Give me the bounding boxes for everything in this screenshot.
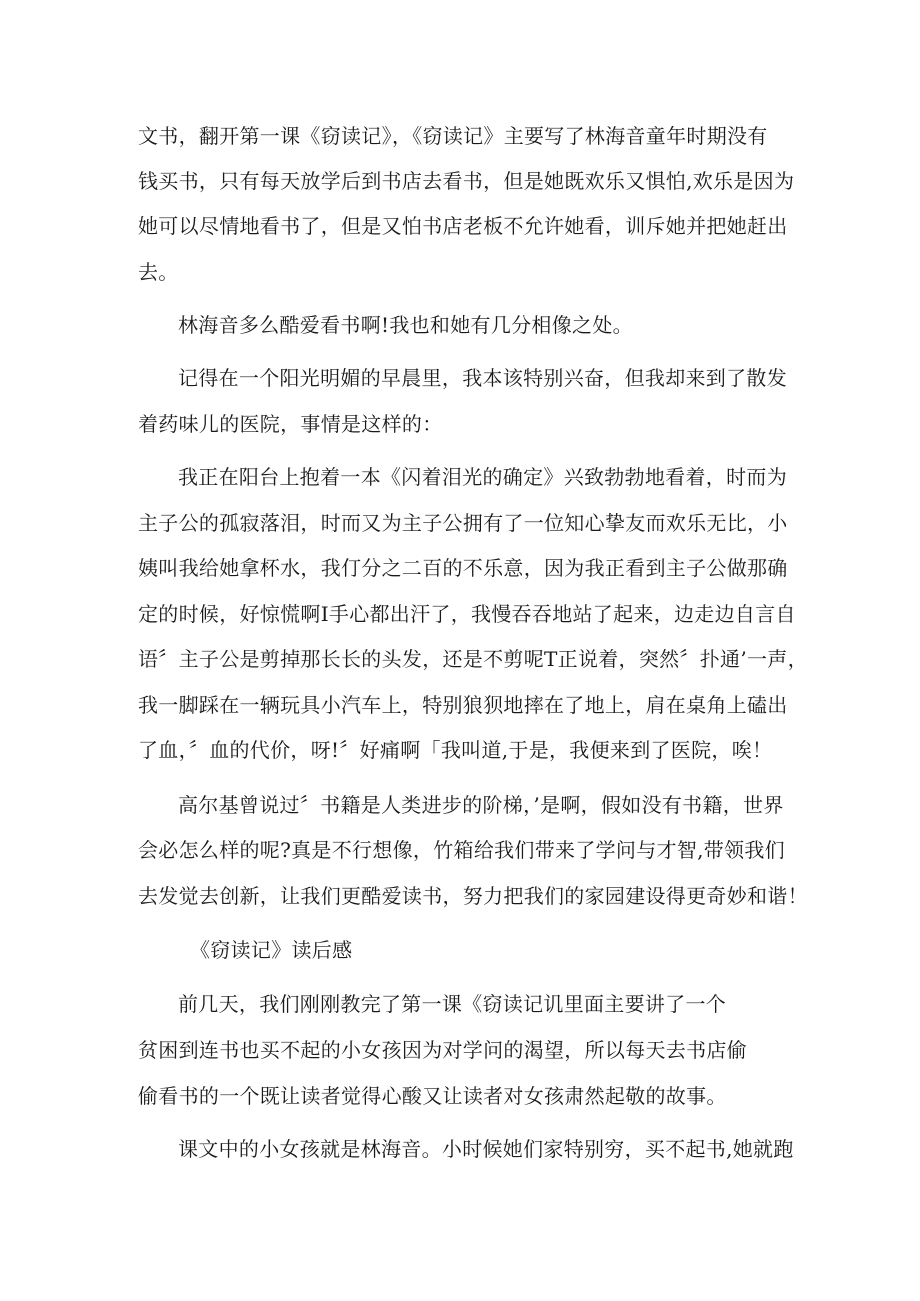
text-line: 文书，翻开第一课《窃读记》，《窃读记》主要写了林海音童年时期没有 <box>138 124 768 148</box>
paragraph-start-line: 我正在阳台上抱着一本《闪着泪光的确定》兴致勃勃地看着，时而为 <box>178 465 787 489</box>
text-line: 去发觉去创新，让我们更酷爱读书，努力把我们的家园建设得更奇妙和谐！ <box>138 884 808 908</box>
text-line: 定的时候，好惊慌啊I手心都出汗了，我慢吞吞地站了起来，边走边自言自 <box>138 602 796 626</box>
paragraph-start-line: 前几天，我们刚刚教完了第一课《窃读记讥里面主要讲了一个 <box>178 992 727 1016</box>
text-line: 偷看书的一个既让读者觉得心酸又让读者对女孩肃然起敬的故事。 <box>138 1084 727 1108</box>
text-line: 会必怎么样的呢?真是不行想像，竹箱给我们带来了学问与才智,带领我们 <box>138 838 785 862</box>
text-line: 她可以尽情地看书了，但是又怕书店老板不允许她看，训斥她并把她赶出 <box>138 214 788 238</box>
text-line: 去。 <box>138 260 179 284</box>
text-line: 姨叫我给她拿杯水，我仃分之二百的不乐意，因为我正看到主子公做那确 <box>138 556 788 580</box>
paragraph-start-line: 记得在一个阳光明媚的早晨里，我本该特别兴奋，但我却来到了散发 <box>178 366 787 390</box>
text-line: 了血，〞血的代价，呀!〞好痛啊「我叫道,于是，我便来到了医院，唉！ <box>138 738 773 762</box>
text-line: 贫困到连书也买不起的小女孩因为对学问的渴望，所以每天去书店偷 <box>138 1038 747 1062</box>
section-title: 《窃读记》读后感 <box>190 938 353 962</box>
text-line: 语〞主子公是剪掉那长长的头发，还是不剪呢T正说着，突然〞扑通’一声， <box>138 647 808 671</box>
text-line: 主子公的孤寂落泪，时而又为主子公拥有了一位知心挚友而欢乐无比，小 <box>138 511 788 535</box>
text-line: 我一脚踩在一辆玩具小汽车上，特别狼狈地摔在了地上，肩在桌角上磕出 <box>138 693 788 717</box>
paragraph-start-line: 林海音多么酷爱看书啊!我也和她有几分相像之处。 <box>178 313 633 337</box>
paragraph-start-line: 高尔基曾说过〞书籍是人类进步的阶梯，’是啊，假如没有书籍，世界 <box>178 793 784 817</box>
text-line: 钱买书，只有每天放学后到书店去看书，但是她既欢乐又惧怕,欢乐是因为 <box>138 169 795 193</box>
paragraph-start-line: 课文中的小女孩就是林海音。小时候她们家特别穷，买不起书,她就跑 <box>178 1137 794 1161</box>
text-line: 着药味儿的医院，事情是这样的： <box>138 412 443 436</box>
